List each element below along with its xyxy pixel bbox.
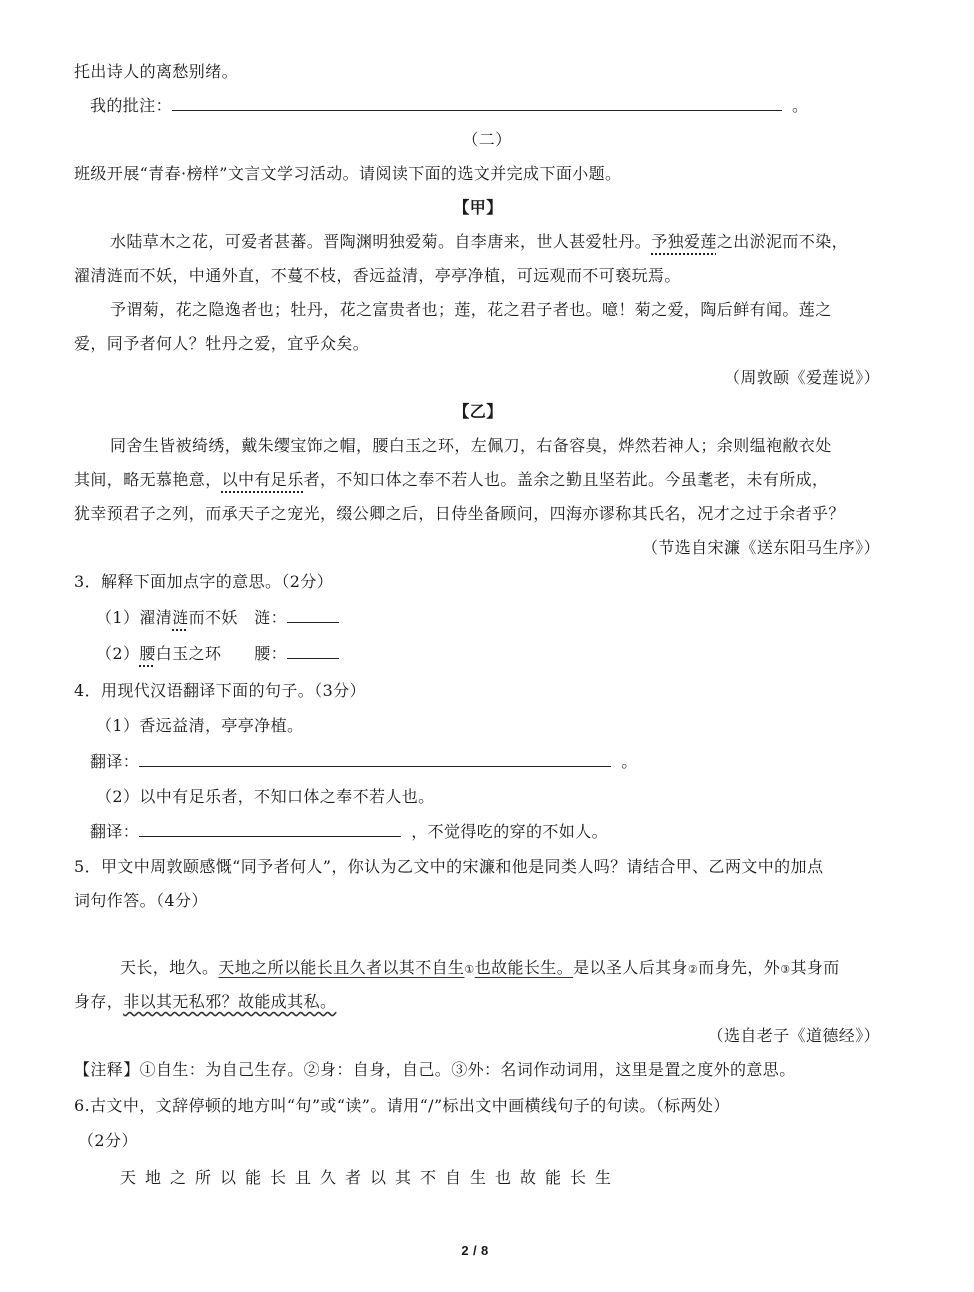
question-5: 5．甲文中周敦颐感慨“同予者何人”，你认为乙文中的宋濂和他是同类人吗？请结合甲、乙两文中的加点 bbox=[74, 857, 824, 876]
passage-jia-source: （周敦颐《爱莲说》） bbox=[723, 368, 880, 387]
text-line: 托出诗人的离愁别绪。 bbox=[74, 62, 239, 81]
text-span: ，不觉得吃的穿的不如人。 bbox=[411, 822, 609, 841]
daodejing-line bbox=[120, 957, 840, 981]
text-span: 其间，略无慕艳意， bbox=[74, 470, 222, 489]
passage-jia-line bbox=[110, 231, 848, 253]
translation-blank[interactable] bbox=[139, 821, 401, 837]
note-marker: ② bbox=[687, 963, 699, 976]
answer-blank[interactable] bbox=[287, 643, 339, 659]
translation-label: 翻译： bbox=[90, 822, 140, 841]
passage-yi-line: 同舍生皆被绮绣，戴朱缨宝饰之帽，腰白玉之环，左佩刀，右备容臭，烨然若神人；余则缊袍敝衣处 bbox=[110, 436, 832, 455]
text-span: 者，不知口体之奉不若人也。盖余之勤且坚若此。今虽耄老，未有所成， bbox=[303, 470, 829, 489]
text-span: 身存， bbox=[74, 992, 124, 1011]
text-span: 而不妖 涟： bbox=[188, 608, 287, 627]
text-span: 水陆草木之花，可爱者甚蕃。晋陶渊明独爱菊。自李唐来，世人甚爱牡丹。 bbox=[110, 232, 652, 251]
text-span: 是以圣人后其身 bbox=[573, 958, 688, 977]
answer-blank[interactable] bbox=[287, 607, 339, 623]
text-span: 天长，地久。 bbox=[120, 958, 219, 977]
daodejing-source: （选自老子《道德经》） bbox=[707, 1026, 880, 1045]
text-span: 之出淤泥而不染， bbox=[716, 232, 849, 251]
dotted-phrase: 以中有足乐 bbox=[221, 470, 304, 489]
passage-jia-heading: 【甲】 bbox=[453, 198, 503, 217]
question-3: 3．解释下面加点字的意思。（2分） bbox=[74, 572, 334, 591]
question-4: 4．用现代汉语翻译下面的句子。（3分） bbox=[74, 681, 366, 700]
passage-jia-line: 爱，同予者何人？牡丹之爱，宜乎众矣。 bbox=[74, 334, 370, 353]
text-span: 其身而 bbox=[790, 958, 840, 977]
passage-yi-source: （节选自宋濂《送东阳马生序》） bbox=[641, 538, 880, 557]
section-heading: （二） bbox=[462, 130, 512, 149]
passage-yi-line: 犹幸预君子之列，而承天子之宠光，缀公卿之后，日侍坐备顾问，四海亦谬称其氏名，况才之过于余者乎？ bbox=[74, 504, 845, 523]
annotation-blank[interactable] bbox=[172, 95, 782, 111]
annotation-label: 我的批注： bbox=[90, 96, 173, 115]
question-5-cont: 词句作答。（4分） bbox=[74, 891, 208, 910]
annotation-line bbox=[90, 95, 808, 117]
text-span: 。 bbox=[621, 752, 638, 771]
question-6: 6.古文中，文辞停顿的地方叫“句”或“读”。请用“/”标出文中画横线句子的句读。（标两处） bbox=[74, 1096, 730, 1115]
translation-line bbox=[90, 821, 608, 843]
question-3-2 bbox=[96, 643, 339, 665]
footnote: 【注释】①自生：为自己生存。②身：自身，自己。③外：名词作动词用，这里是置之度外的意思。 bbox=[74, 1060, 796, 1079]
passage-jia-line: 予谓菊，花之隐逸者也；牡丹，花之富贵者也；莲，花之君子者也。噫！菊之爱，陶后鲜有闻。莲之 bbox=[110, 300, 832, 319]
page-number: 2 / 8 bbox=[461, 1243, 489, 1258]
dotted-char: 腰 bbox=[139, 644, 156, 663]
question-4-2: （2）以中有足乐者，不知口体之奉不若人也。 bbox=[96, 787, 435, 806]
underlined-phrase: 也故能长生。 bbox=[474, 958, 574, 977]
text-span: （2） bbox=[96, 644, 140, 663]
punctuation-exercise: 天地之所以能长且久者以其不自生也故能长生 bbox=[120, 1168, 621, 1187]
passage-yi-line bbox=[74, 469, 828, 491]
annotation-end: 。 bbox=[792, 96, 809, 115]
text-span: 而身先，外 bbox=[698, 958, 781, 977]
note-marker: ① bbox=[464, 963, 475, 976]
passage-yi-heading: 【乙】 bbox=[453, 402, 503, 421]
daodejing-line bbox=[74, 991, 336, 1013]
text-span: （1）濯清 bbox=[96, 608, 173, 627]
dotted-phrase: 予独爱莲 bbox=[651, 232, 717, 251]
question-4-1: （1）香远益清，亭亭净植。 bbox=[96, 716, 304, 735]
note-marker: ③ bbox=[780, 963, 791, 976]
translation-blank[interactable] bbox=[139, 751, 611, 767]
passage-jia-line: 濯清涟而不妖，中通外直，不蔓不枝，香远益清，亭亭净植，可远观而不可亵玩焉。 bbox=[74, 266, 681, 285]
question-6-points: （2分） bbox=[78, 1131, 138, 1150]
dotted-char: 涟 bbox=[172, 608, 189, 627]
question-3-1 bbox=[96, 607, 339, 629]
text-span: 白玉之环 腰： bbox=[155, 644, 287, 663]
underlined-phrase: 天地之所以能长且久者以其不自生 bbox=[218, 958, 465, 977]
intro-text: 班级开展“青春·榜样”文言文学习活动。请阅读下面的选文并完成下面小题。 bbox=[74, 164, 622, 183]
translation-line bbox=[90, 751, 638, 773]
translation-label: 翻译： bbox=[90, 752, 140, 771]
wavy-underlined-phrase: 非以其无私邪？故能成其私。 bbox=[123, 992, 337, 1011]
